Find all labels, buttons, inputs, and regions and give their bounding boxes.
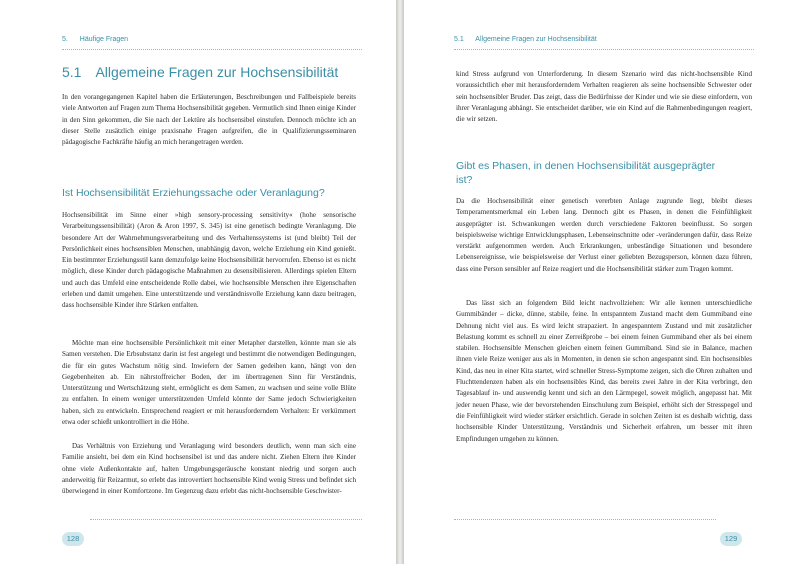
running-header: [62, 36, 362, 48]
header-divider: [454, 49, 754, 50]
footer-divider: [90, 519, 362, 520]
page-number-badge: 129: [720, 532, 742, 546]
body-paragraph: Da die Hochsensibilität einer genetisch vererbten Anlage zugrunde liegt, bleibt dieses Temperamentsmerkmal ein Leben lang. Dennoch gibt es Phasen, in denen die Feinfühligkeit ausgeprägter ist. Schwankungen werden durch verschiedene Faktoren beeinflusst. So sorgen beispielsweise wichtige Entwicklungsphasen, Lebenseinschnitte oder -veränderungen dafür, dass Reize verstärkt aufgenommen werden. Auch Erkrankungen, unbeständige Situationen und besondere Lebensereignisse, wie beispielsweise der Verlust einer geliebten Bezugsperson, können dazu führen, dass eine Person sensibler auf Reize reagiert und die Hochsensibilität stärker zum Tragen kommt.: [456, 197, 752, 273]
body-paragraph: kind Stress aufgrund von Unterforderung. In diesem Szenario wird das nicht-hochsensible Kind voraussichtlich eher mit herausforderndem Verhalten reagieren als seine hochsensible Schwester oder sein hochsensibler Bruder. Das zeigt, dass die Bedürfnisse der Kinder und wie sie diese einfordern, von ihrer Veranlagung abhängt. Sie entscheidet darüber, wie ein Kind auf die Rahmenbedingungen reagiert, die wir setzen.: [456, 70, 752, 124]
subheading: Gibt es Phasen, in denen Hochsensibilität ausgeprägter ist?: [456, 160, 716, 186]
body-paragraph: Das lässt sich an folgendem Bild leicht nachvollziehen: Wir alle kennen unterschiedliche Gummibänder – dicke, dünne, stabile, feine. In entspanntem Zustand macht dem Gummiband eine Dehnung nicht viel aus. Es wird leicht strapaziert. In angespanntem Zustand und mit zusätzlicher Belastung kommt es schnell zu einer Zerreißprobe – bei einem feinen Gummiband eher als bei einem stabilen. Hochsensible Menschen gleichen einem feinen Gummiband. Sind sie in Balance, machen ihnen viele Reize weniger aus als in Momenten, in denen sie schon angespannt sind. Ein hochsensibles Kind, das neu in einer Kita startet, wird schneller Stress-Symptome zeigen, sich die Ohren zuhalten und Fluchttendenzen haben als ein hochsensibles Kind, das bereits zwei Jahre in der Kita verbringt, den Tagesablauf in- und auswendig kennt und sich an den Lärmpegel, soweit möglich, angepasst hat. Mit jeder neuen Phase, wie der bevorstehenden Einschulung zum Beispiel, erhöht sich der Stresspegel und die Feinfühligkeit wird wieder stärker ersichtlich. Gerade in solchen Zeiten ist es deshalb wichtig, dass hochsensible Kinder Unterstützung, Verständnis und Sicherheit erfahren, um besser mit ihren Empfindungen umgehen zu können.: [456, 299, 752, 443]
running-header: [454, 36, 754, 48]
page-number-badge: 128: [62, 532, 84, 546]
section-title-text: Allgemeine Fragen zur Hochsensibilität: [95, 64, 339, 80]
section-number: 5.1: [454, 36, 464, 43]
footer-divider: [454, 519, 716, 520]
section-title: [62, 64, 338, 80]
left-page: [0, 0, 396, 564]
header-divider: [62, 49, 362, 50]
section-number: 5.1: [62, 64, 82, 80]
chapter-title: Häufige Fragen: [79, 36, 129, 43]
intro-paragraph: In den vorangegangenen Kapitel haben die Erläuterungen, Beschreibungen und Fallbeispiele bereits viele Antworten auf Fragen zum Thema Hochsensibilität gegeben. Vermutlich sind Ihnen einige Kinder in den Sinn gekommen, die Sie nach der Lektüre als hochsensibel einstufen. Dennoch möchte ich an dieser Stelle zusätzlich einige praxisnahe Fragen aufgreifen, die in Qualifizierungsseminaren pädagogische Fachkräfte häufig an mich herangetragen werden.: [62, 93, 356, 147]
section-title: Allgemeine Fragen zur Hochsensibilität: [475, 36, 597, 43]
body-paragraph: Das Verhältnis von Erziehung und Veranlagung wird besonders deutlich, wenn man sich eine Familie ansieht, bei dem ein Kind hochsensibel ist und das andere nicht. Ziehen Eltern ihre Kinder ohne viele Außenkontakte auf, halten Umgebungsgeräusche konstant niedrig und sorgen auch anderweitig für Reizarmut, so erlebt das introvertiert hochsensible Kind wenig Stress und befindet sich überwiegend in einer Komfortzone. Im Gegenzug dazu erlebt das nicht-hochsensible Geschwister-: [62, 442, 356, 496]
chapter-number: 5.: [62, 36, 68, 43]
right-page: [404, 0, 800, 564]
subheading: Ist Hochsensibilität Erziehungssache oder Veranlagung?: [62, 187, 325, 199]
body-paragraph: Möchte man eine hochsensible Persönlichkeit mit einer Metapher darstellen, könnte man sie als Samen verstehen. Die Erbsubstanz darin ist fest angelegt und bestimmt die notwendigen Bedingungen, die für ein gutes Wachstum nötig sind. Inwiefern der Samen gedeihen kann, hängt von den Gegebenheiten ab. Ein nährstoffreicher Boden, der im übertragenen Sinn für Verständnis, Unterstützung und Wertschätzung steht, ermöglicht es dem Samen, zu wachsen und seine volle Blüte zu entfalten. In einem weniger unterstützenden Umfeld könnte der Same jedoch Schwierigkeiten haben, sich zu entwickeln. Entsprechend reagiert er mit herausforderndem Verhalten: Er verkümmert etwa oder schießt unkontrolliert in die Höhe.: [62, 339, 356, 427]
book-gutter: [396, 0, 404, 564]
body-paragraph: Hochsensibilität im Sinne einer »high sensory-processing sensitivity« (hohe sensorische Verarbeitungssensibilität) (Aron & Aron 1997, S. 345) ist eine genetisch bedingte Veranlagung. Die besondere Art der Wahrnehmungsverarbeitung und des Verhaltenssystems ist (und bleibt) Teil der Persönlichkeit eines hochsensiblen Menschen, unabhängig davon, welche Erziehung ein Kind genießt. Ein bestimmter Erziehungsstil kann demzufolge keine Hochsensibilität hervorrufen. Ebenso ist es nicht möglich, diese Kinder durch pädagogische Maßnahmen zu desensibilisieren. Allerdings spielen Eltern und auch das Umfeld eine entscheidende Rolle dabei, wie hochsensible Menschen ihre Eigenschaften erleben und damit umgehen. Eine unterstützende und verständnisvolle Erziehung kann dazu beitragen, dass hochsensible Kinder ihre Stärken entfalten.: [62, 211, 356, 310]
